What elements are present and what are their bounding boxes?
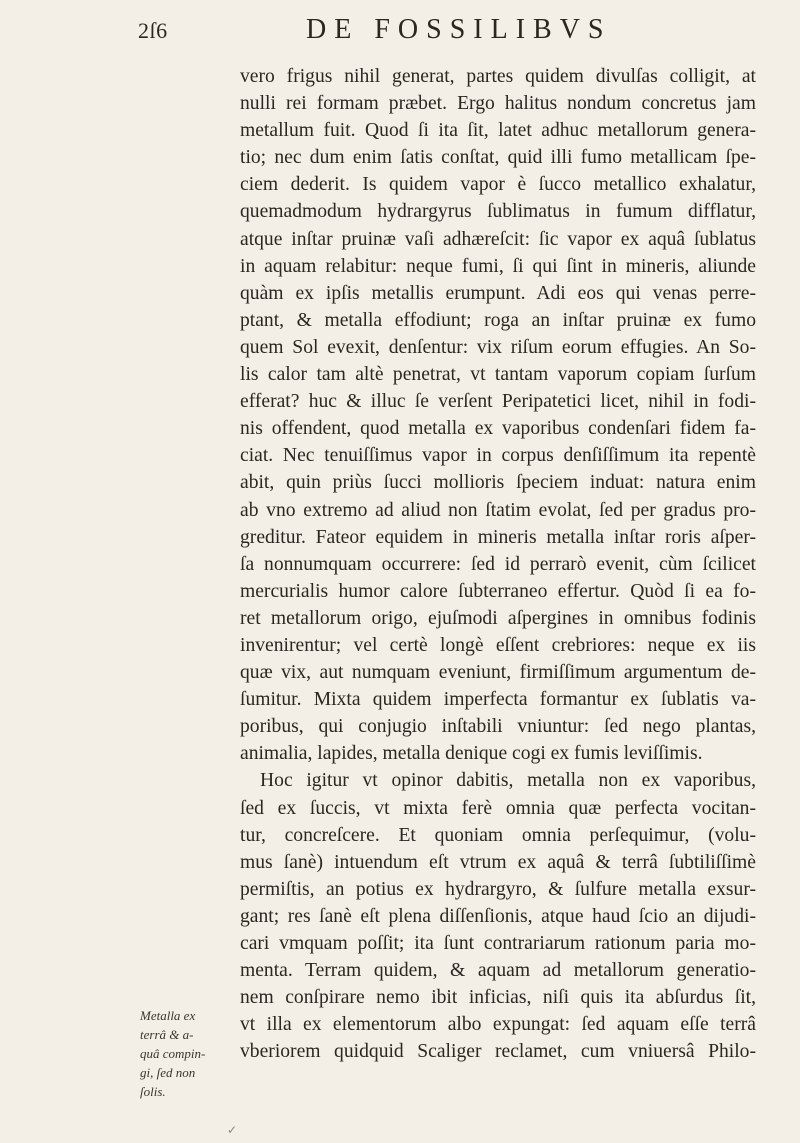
text-line: abit, quin priùs ſucci mollioris ſpeciem induat: natura enim: [240, 472, 756, 494]
text-line: nulli rei formam præbet. Ergo halitus nondum concretus jam: [240, 93, 756, 115]
text-line: nem conſpirare nemo ibit inficias, niſi quis ita abſurdus ſit,: [240, 987, 756, 1009]
text-line: efferat? huc & illuc ſe verſent Peripatetici licet, nihil in fodi-: [240, 391, 756, 413]
running-head: DE FOSSILIBVS: [306, 14, 612, 45]
text-line: animalia, lapides, metalla denique cogi ex fumis leviſſimis.: [240, 743, 703, 765]
text-line: quæ vix, aut numquam eveniunt, firmiſſimum argumentum de-: [240, 662, 756, 684]
text-line: greditur. Fateor equidem in mineris metalla inſtar roris aſper-: [240, 526, 756, 548]
text-line: ciat. Nec tenuiſſimus vapor in corpus denſiſſimum ita repentè: [240, 445, 756, 467]
text-line: nis offendent, quod metalla ex vaporibus condenſari fidem fa-: [240, 418, 756, 440]
margin-note-line: quâ compin-: [140, 1046, 206, 1061]
text-line: ſa nonnumquam occurrere: ſed id perrarò evenit, cùm ſcilicet: [240, 553, 756, 575]
text-line: ſumitur. Mixta quidem imperfecta formantur ex ſublatis va-: [240, 689, 756, 711]
text-line: ptant, & metalla effodiunt; roga an inſtar pruinæ ex fumo: [240, 309, 756, 331]
margin-note-line: ſolis.: [140, 1084, 166, 1099]
page-number: 2ſ6: [138, 18, 168, 43]
text-line: invenirentur; vel certè longè eſſent crebriores: neque ex iis: [240, 634, 756, 656]
text-line: quàm ex ipſis metallis erumpunt. Adi eos qui venas perre-: [240, 282, 756, 304]
text-line: lis calor tam altè penetrat, vt tantam vaporum copiam ſurſum: [240, 364, 756, 386]
text-line: mercurialis humor calore ſubterraneo effertur. Quòd ſi ea fo-: [240, 580, 756, 602]
text-line: quemadmodum hydrargyrus ſublimatus in fumum difflatur,: [240, 201, 756, 223]
margin-note-line: gi, ſed non: [140, 1065, 196, 1080]
text-line: ſed ex ſuccis, vt mixta ferè omnia quæ perfecta vocitan-: [240, 797, 756, 819]
ink-mark: ✓: [227, 1123, 238, 1137]
text-line: poribus, qui conjugio inſtabili vniuntur: ſed nego plantas,: [240, 716, 756, 738]
text-line: vero frigus nihil generat, partes quidem divulſas colligit, at: [240, 66, 756, 87]
text-line: ciem dederit. Is quidem vapor è ſucco metallico exhalatur,: [240, 174, 756, 196]
body-text: [240, 63, 756, 1065]
text-line: ret metallorum origo, ejuſmodi aſpergines in omnibus fodinis: [240, 607, 756, 629]
text-line: permiſtis, an potius ex hydrargyro, & ſulfure metalla exsur-: [240, 878, 756, 900]
text-line: menta. Terram quidem, & aquam ad metallorum generatio-: [240, 960, 756, 982]
margin-note-line: Metalla ex: [140, 1008, 196, 1023]
text-line: cari vmquam poſſit; ita ſunt contrariarum rationum paria mo-: [240, 933, 756, 954]
text-line: tur, concreſcere. Et quoniam omnia perſequimur, (volu-: [240, 824, 756, 846]
text-line: in aquam relabitur: neque fumi, ſi qui ſint in mineris, aliunde: [240, 255, 756, 277]
text-line: atque inſtar pruinæ vaſi adhæreſcit: ſic vapor ex aquâ ſublatus: [240, 228, 756, 250]
text-line: quem Sol evexit, denſentur: vix riſum eorum effugies. An So-: [240, 336, 756, 358]
text-line: vt illa ex elementorum albo expungat: ſed aquam eſſe terrâ: [240, 1014, 756, 1036]
text-line: vberiorem quidquid Scaliger reclamet, cum vniuersâ Philo-: [240, 1041, 756, 1063]
text-line: metallum fuit. Quod ſi ita ſit, latet adhuc metallorum genera-: [240, 120, 756, 142]
text-line: tio; nec dum enim ſatis conſtat, quid illi fumo metallicam ſpe-: [240, 147, 756, 169]
text-line: mus ſanè) intuendum eſt vtrum ex aquâ & terrâ ſubtiliſſimè: [240, 851, 756, 873]
margin-note: [140, 1006, 238, 1101]
margin-note-line: terrâ & a-: [140, 1027, 194, 1042]
text-line: gant; res ſanè eſt plena diſſenſionis, atque haud ſcio an dijudi-: [240, 905, 756, 927]
text-line: ab vno extremo ad aliud non ſtatim evolat, ſed per gradus pro-: [240, 499, 756, 521]
text-line-paragraph-start: Hoc igitur vt opinor dabitis, metalla non ex vaporibus,: [260, 770, 756, 792]
